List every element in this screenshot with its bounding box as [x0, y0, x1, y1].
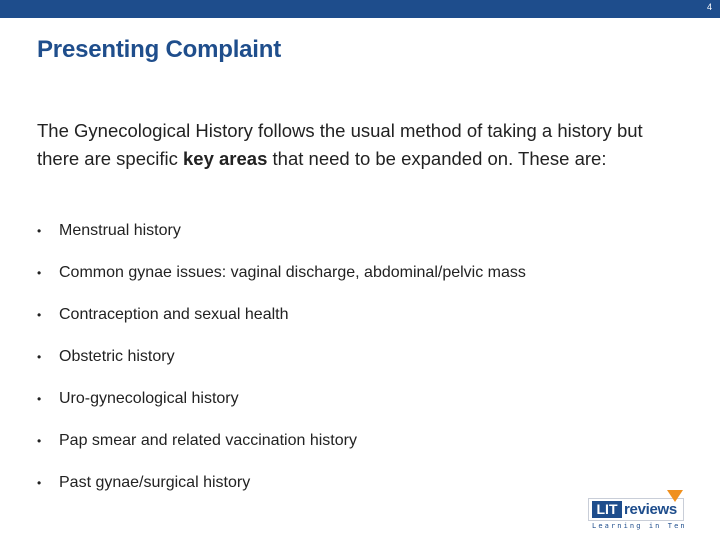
- bullet-icon: •: [37, 308, 42, 322]
- key-areas-list: [37, 219, 677, 513]
- bullet-icon: •: [37, 392, 42, 406]
- logo-tagline: Learning in Ten: [592, 522, 687, 530]
- list-item-text: Contraception and sexual health: [59, 306, 289, 323]
- list-item: [37, 471, 677, 513]
- list-item: [37, 261, 677, 303]
- list-item: [37, 387, 677, 429]
- list-item: [37, 429, 677, 471]
- slide-title: Presenting Complaint: [37, 36, 282, 63]
- bullet-icon: •: [37, 350, 42, 364]
- header-bar: [0, 0, 720, 18]
- logo-reviews-text: reviews: [624, 501, 677, 518]
- intro-text-bold: key areas: [183, 148, 268, 169]
- litreviews-logo: [588, 490, 688, 532]
- list-item-text: Pap smear and related vaccination history: [59, 432, 357, 449]
- list-item: [37, 303, 677, 345]
- list-item-text: Uro-gynecological history: [59, 390, 239, 407]
- intro-paragraph: [37, 117, 687, 173]
- logo-lit-text: LIT: [592, 501, 622, 518]
- list-item: [37, 219, 677, 261]
- bullet-icon: •: [37, 476, 42, 490]
- page-number: 4: [706, 2, 712, 12]
- logo-triangle-icon: [667, 490, 683, 502]
- list-item-text: Obstetric history: [59, 348, 175, 365]
- list-item: [37, 345, 677, 387]
- bullet-icon: •: [37, 434, 42, 448]
- intro-text-start: The Gynecological History follows the usual method of taking a history but there are specific: [37, 120, 643, 169]
- bullet-icon: •: [37, 266, 42, 280]
- list-item-text: Common gynae issues: vaginal discharge, abdominal/pelvic mass: [59, 264, 526, 281]
- intro-text-end: that need to be expanded on. These are:: [267, 148, 607, 169]
- list-item-text: Past gynae/surgical history: [59, 474, 251, 491]
- bullet-icon: •: [37, 224, 42, 238]
- list-item-text: Menstrual history: [59, 222, 181, 239]
